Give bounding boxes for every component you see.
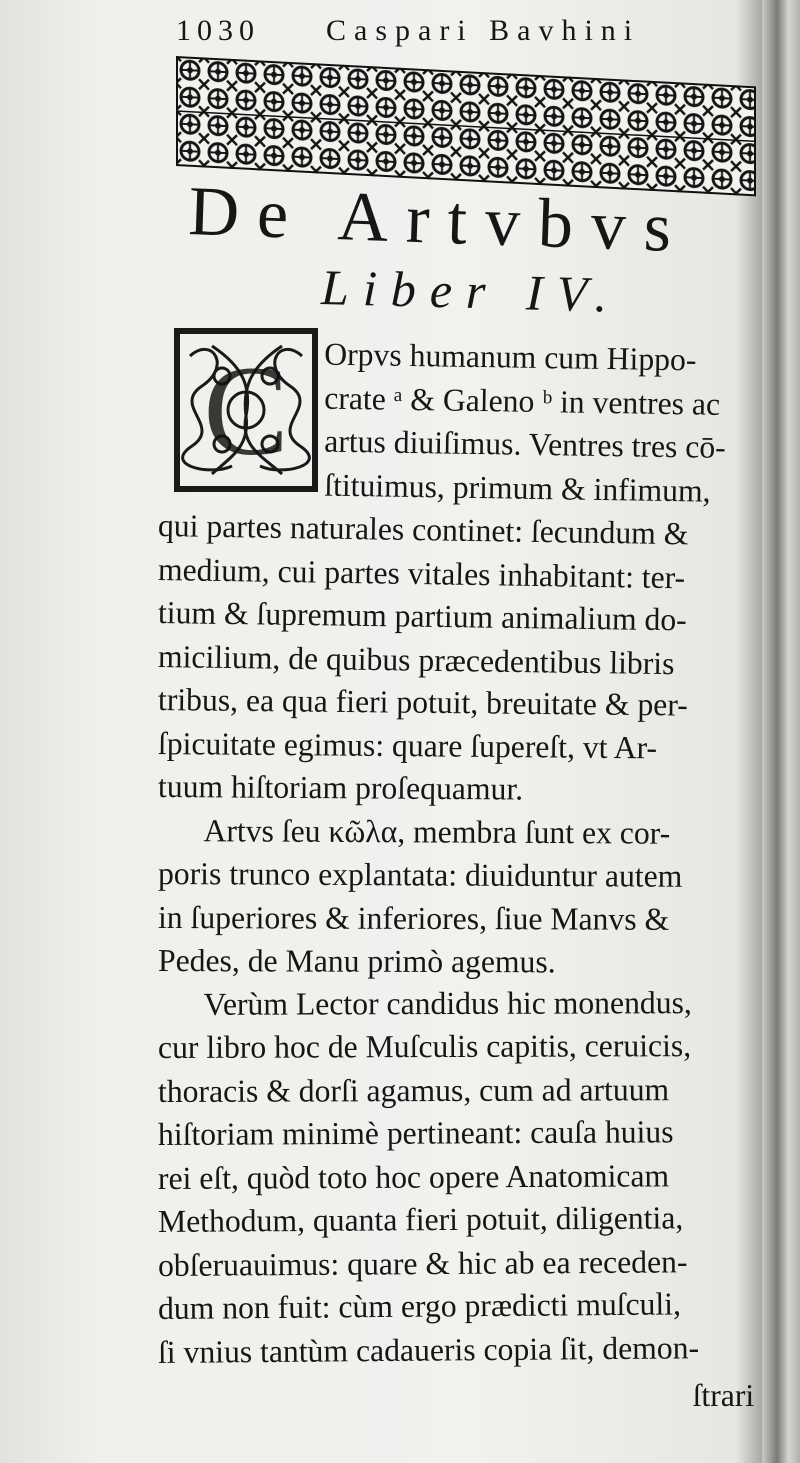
text-line: in ſuperiores & inferiores, ſiue Manvs & bbox=[157, 898, 670, 937]
text-line: cur libro hoc de Muſculis capitis, ceruicis, bbox=[157, 1027, 692, 1065]
text-line: ſtituimus, primum & infimum, bbox=[324, 466, 711, 509]
text-line: hiſtoriam minimè pertineant: cauſa huius bbox=[157, 1113, 674, 1152]
text-line: Methodum, quanta fieri potuit, diligentia, bbox=[157, 1199, 684, 1239]
text-line: qui partes naturales continet: ſecundum & bbox=[157, 507, 689, 552]
text-line: Artvs ſeu κῶλα, membra ſunt ex cor- bbox=[203, 811, 671, 851]
text-line: tribus, ea qua fieri potuit, breuitate & per- bbox=[157, 681, 688, 723]
text-line: ſpicuitate egimus: quare ſupereſt, vt Ar- bbox=[157, 724, 658, 765]
drop-cap-letter: C bbox=[203, 340, 289, 482]
text-line: ſi vnius tantùm cadaueris copia ſit, demon- bbox=[157, 1328, 700, 1370]
text-line: rei eſt, quòd toto hoc opere Anatomicam bbox=[157, 1156, 670, 1196]
text-line: obſeruauimus: quare & hic ab ea receden- bbox=[157, 1242, 688, 1283]
text-line: tuum hiſtoriam proſequamur. bbox=[157, 768, 524, 807]
running-head-author: Caspari Bavhini bbox=[326, 14, 641, 47]
text-line: tium & ſupremum partium animalium do- bbox=[157, 594, 688, 638]
text-line: Verùm Lector candidus hic monendus, bbox=[203, 983, 692, 1022]
chapter-title: De Artvbvs bbox=[187, 172, 691, 268]
page-number: 1030 bbox=[176, 14, 260, 47]
text-line: medium, cui partes vitales inhabitant: ter- bbox=[157, 550, 686, 595]
text-line: Pedes, de Manu primò agemus. bbox=[157, 942, 556, 980]
chapter-subtitle: Liber IV. bbox=[320, 258, 622, 323]
body-text bbox=[158, 330, 770, 1418]
text-line: artus diuiſimus. Ventres tres cō- bbox=[324, 422, 727, 465]
text-line: micilium, de quibus præcedentibus libris bbox=[157, 637, 675, 681]
text-line: Orpvs humanum cum Hippo- bbox=[324, 335, 697, 378]
text-line: crate ᵃ & Galeno ᵇ in ventres ac bbox=[324, 379, 721, 422]
text-line: poris trunco explantata: diuiduntur autem bbox=[157, 855, 683, 894]
text-line: dum non fuit: cùm ergo prædicti muſculi, bbox=[157, 1285, 682, 1326]
running-head bbox=[176, 14, 736, 54]
text-line: thoracis & dorſi agamus, cum ad artuum bbox=[157, 1070, 670, 1109]
catchword: ſtrari bbox=[692, 1377, 755, 1413]
